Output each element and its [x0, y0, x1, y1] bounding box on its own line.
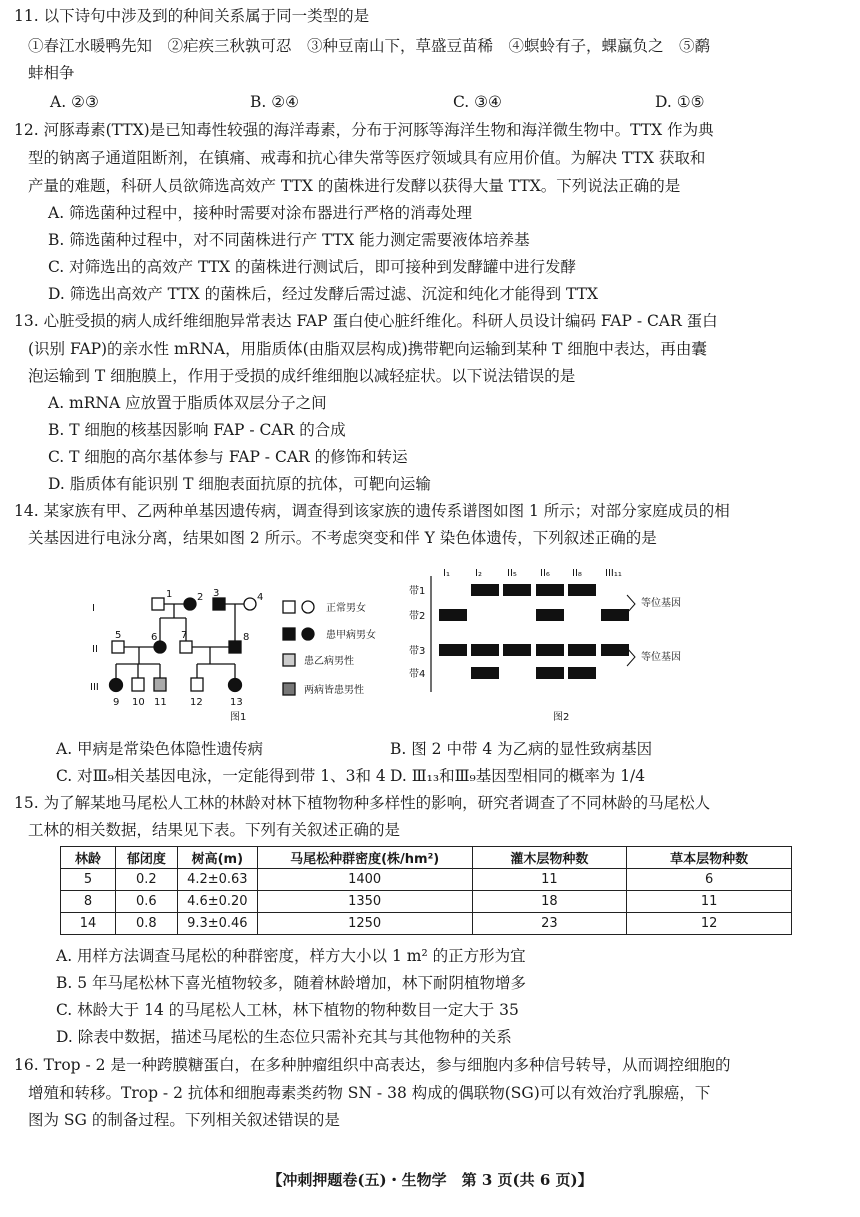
pedigree-num-7: 7 — [181, 630, 188, 641]
q13-option-b: B. T 细胞的核基因影响 FAP - CAR 的合成 — [48, 421, 346, 439]
gel-band — [503, 584, 531, 596]
table-header-cell: 树高(m) — [177, 847, 257, 869]
gel-band — [568, 644, 596, 656]
pedigree-num-2: 2 — [197, 592, 204, 603]
pedigree-ii5 — [112, 641, 124, 653]
pedigree-num-10: 10 — [132, 697, 145, 708]
q13-stem-3: 泡运输到 T 细胞膜上，作用于受损的成纤维细胞以减轻症状。以下说法错误的是 — [28, 367, 576, 385]
q15-option-a: A. 用样方法调查马尾松的种群密度，样方大小以 1 m² 的正方形为宜 — [56, 947, 526, 965]
q14-stem-1: 14. 某家族有甲、乙两种单基因遗传病，调查得到该家族的遗传系谱图如图 1 所示；对部分家庭成员的相 — [14, 502, 730, 520]
q16-stem-1: 16. Trop - 2 是一种跨膜糖蛋白，在多种肿瘤组织中高表达，参与细胞内多种信号转导，从而调控细胞的 — [14, 1056, 731, 1074]
table-cell: 9.3±0.46 — [177, 913, 257, 935]
q14-option-d: D. Ⅲ₁₃和Ⅲ₉基因型相同的概率为 1/4 — [390, 767, 646, 785]
q11-options — [28, 92, 828, 112]
gel-band-label: 带2 — [409, 611, 426, 622]
gel-band — [471, 584, 499, 596]
q15-data-table — [60, 846, 792, 935]
table-header-cell: 林龄 — [61, 847, 116, 869]
legend-normal-male — [283, 601, 295, 613]
pedigree-num-5: 5 — [115, 630, 122, 641]
q13-option-d: D. 脂质体有能识别 T 细胞表面抗原的抗体，可靶向运输 — [48, 475, 431, 493]
table-header-cell: 草本层物种数 — [627, 847, 792, 869]
q11-stem: 11. 以下诗句中涉及到的种间关系属于同一类型的是 — [14, 7, 370, 25]
pedigree-i1 — [152, 598, 164, 610]
electrophoresis-figure — [405, 560, 715, 725]
table-cell: 6 — [627, 869, 792, 891]
table-header-row — [61, 847, 792, 869]
q15-stem-2: 工林的相关数据，结果见下表。下列有关叙述正确的是 — [28, 821, 401, 839]
q11-option-c: C. ③④ — [453, 93, 502, 111]
table-cell: 11 — [627, 891, 792, 913]
q16-stem-3: 图为 SG 的制备过程。下列相关叙述错误的是 — [28, 1111, 340, 1129]
gel-band — [439, 609, 467, 621]
table-cell: 1400 — [257, 869, 472, 891]
table-header-cell: 马尾松种群密度(株/hm²) — [257, 847, 472, 869]
gel-column-label: II₆ — [540, 568, 550, 579]
table-row — [61, 869, 792, 891]
table-cell: 0.2 — [115, 869, 177, 891]
table-cell: 14 — [61, 913, 116, 935]
table-cell: 23 — [472, 913, 627, 935]
table-cell: 1350 — [257, 891, 472, 913]
gel-band — [439, 644, 467, 656]
gel-band — [503, 644, 531, 656]
gel-band — [536, 584, 564, 596]
pedigree-iii11 — [154, 678, 166, 691]
table-cell: 0.6 — [115, 891, 177, 913]
legend-normal-female — [302, 601, 314, 613]
pedigree-i3 — [213, 598, 225, 610]
table-cell: 4.6±0.20 — [177, 891, 257, 913]
legend-label-normal: 正常男女 — [326, 603, 366, 614]
table-row — [61, 913, 792, 935]
q12-option-a: A. 筛选菌种过程中，接种时需要对涂布器进行严格的消毒处理 — [48, 204, 473, 222]
legend-both-male — [283, 683, 295, 695]
gel-column-label: II₈ — [572, 568, 582, 579]
table-header-cell: 灌木层物种数 — [472, 847, 627, 869]
table-row — [61, 891, 792, 913]
gel-band-label: 带4 — [409, 669, 426, 680]
q16-stem-2: 增殖和转移。Trop - 2 抗体和细胞毒素类药物 SN - 38 构成的偶联物(SG)可以有效治疗乳腺癌，下 — [28, 1084, 711, 1102]
q11-option-a: A. ②③ — [50, 93, 99, 111]
pedigree-num-3: 3 — [213, 588, 220, 599]
pedigree-figure — [80, 588, 410, 723]
gel-band — [471, 644, 499, 656]
pedigree-num-13: 13 — [230, 697, 243, 708]
pedigree-ii8 — [229, 641, 241, 653]
q13-option-a: A. mRNA 应放置于脂质体双层分子之间 — [48, 394, 327, 412]
pedigree-iii12 — [191, 678, 203, 691]
gel-band — [536, 609, 564, 621]
gel-band — [568, 584, 596, 596]
legend-label-disease-b: 患乙病男性 — [304, 656, 354, 667]
q11-items-line1: ①春江水暖鸭先知 ②疟疾三秋孰可忍 ③种豆南山下，草盛豆苗稀 ④螟蛉有子，蜾蠃负之 ⑤鹬 — [28, 37, 711, 55]
q12-stem-1: 12. 河豚毒素(TTX)是已知毒性较强的海洋毒素，分布于河豚等海洋生物和海洋微生物中。TTX 作为典 — [14, 121, 714, 139]
q14-option-c: C. 对Ⅲ₉相关基因电泳，一定能得到带 1、3和 4 — [56, 767, 386, 785]
pedigree-iii10 — [132, 678, 144, 691]
q11-option-b: B. ②④ — [250, 93, 300, 111]
gel-band — [601, 644, 629, 656]
q12-stem-3: 产量的难题，科研人员欲筛选高效产 TTX 的菌株进行发酵以获得大量 TTX。下列说法正确的是 — [28, 177, 681, 195]
pedigree-num-8: 8 — [243, 632, 250, 643]
gel-column-label: III₁₁ — [605, 568, 622, 579]
q15-option-c: C. 林龄大于 14 的马尾松人工林，林下植物的物种数目一定大于 35 — [56, 1001, 519, 1019]
q13-stem-2: (识别 FAP)的亲水性 mRNA，用脂质体(由脂双层构成)携带靶向运输到某种 T 细胞中表达，再由囊 — [28, 340, 707, 358]
q15-option-b: B. 5 年马尾松林下喜光植物较多，随着林龄增加，林下耐阴植物增多 — [56, 974, 527, 992]
q15-option-d: D. 除表中数据，描述马尾松的生态位只需补充其与其他物种的关系 — [56, 1028, 512, 1046]
fig2-caption: 图2 — [553, 712, 570, 723]
pedigree-iii9 — [110, 679, 123, 692]
legend-disease-b-male — [283, 654, 295, 666]
fig2-annotation-2: 等位基因 — [641, 652, 681, 663]
gel-band — [601, 609, 629, 621]
table-cell: 8 — [61, 891, 116, 913]
gel-column-label: I₂ — [475, 568, 482, 579]
page-footer: 【冲刺押题卷(五)・生物学 第 3 页(共 6 页)】 — [267, 1171, 593, 1189]
fig2-annotation-1: 等位基因 — [641, 598, 681, 609]
gel-band — [536, 667, 564, 679]
q13-option-c: C. T 细胞的高尔基体参与 FAP - CAR 的修饰和转运 — [48, 448, 408, 466]
table-cell: 5 — [61, 869, 116, 891]
q14-stem-2: 关基因进行电泳分离，结果如图 2 所示。不考虑突变和伴 Y 染色体遗传，下列叙述正确的是 — [28, 529, 657, 547]
q12-option-d: D. 筛选出高效产 TTX 的菌株后，经过发酵后需过滤、沉淀和纯化才能得到 TTX — [48, 285, 599, 303]
pedigree-num-11: 11 — [154, 697, 167, 708]
pedigree-num-4: 4 — [257, 592, 264, 603]
q12-option-c: C. 对筛选出的高效产 TTX 的菌株进行测试后，即可接种到发酵罐中进行发酵 — [48, 258, 577, 276]
legend-label-both: 两病皆患男性 — [304, 685, 364, 696]
pedigree-num-1: 1 — [166, 589, 173, 600]
q15-stem-1: 15. 为了解某地马尾松人工林的林龄对林下植物物种多样性的影响，研究者调查了不同林龄的马尾松人 — [14, 794, 711, 812]
table-cell: 4.2±0.63 — [177, 869, 257, 891]
gel-band — [568, 667, 596, 679]
legend-label-disease-a: 患甲病男女 — [326, 630, 376, 641]
q11-option-d: D. ①⑤ — [655, 93, 705, 111]
table-cell: 11 — [472, 869, 627, 891]
legend-disease-a-male — [283, 628, 295, 640]
gel-column-label: I₁ — [443, 568, 450, 579]
q11-items-line2: 蚌相争 — [28, 64, 75, 82]
q12-option-b: B. 筛选菌种过程中，对不同菌株进行产 TTX 能力测定需要液体培养基 — [48, 231, 530, 249]
pedigree-num-6: 6 — [151, 632, 158, 643]
q14-option-b: B. 图 2 中带 4 为乙病的显性致病基因 — [390, 740, 653, 758]
table-cell: 18 — [472, 891, 627, 913]
table-header-cell: 郁闭度 — [115, 847, 177, 869]
legend-disease-a-female — [302, 628, 314, 640]
pedigree-num-12: 12 — [190, 697, 203, 708]
q14-option-a: A. 甲病是常染色体隐性遗传病 — [56, 740, 264, 758]
pedigree-iii13 — [229, 679, 242, 692]
table-cell: 0.8 — [115, 913, 177, 935]
q13-stem-1: 13. 心脏受损的病人成纤维细胞异常表达 FAP 蛋白使心脏纤维化。科研人员设计编码 FAP - CAR 蛋白 — [14, 312, 718, 330]
pedigree-ii7 — [180, 641, 192, 653]
gel-band — [471, 667, 499, 679]
pedigree-gen-label-i: I — [92, 603, 95, 614]
gel-band-label: 带3 — [409, 646, 426, 657]
table-cell: 12 — [627, 913, 792, 935]
pedigree-num-9: 9 — [113, 697, 120, 708]
gel-band-label: 带1 — [409, 586, 426, 597]
gel-band — [536, 644, 564, 656]
pedigree-gen-label-iii: III — [90, 682, 99, 693]
pedigree-gen-label-ii: II — [92, 644, 98, 655]
gel-column-label: II₅ — [507, 568, 517, 579]
fig1-caption: 图1 — [230, 712, 247, 723]
q12-stem-2: 型的钠离子通道阻断剂，在镇痛、戒毒和抗心律失常等医疗领域具有应用价值。为解决 TTX 获取和 — [28, 149, 706, 167]
pedigree-i4 — [244, 598, 256, 610]
table-cell: 1250 — [257, 913, 472, 935]
pedigree-i2 — [184, 598, 196, 610]
